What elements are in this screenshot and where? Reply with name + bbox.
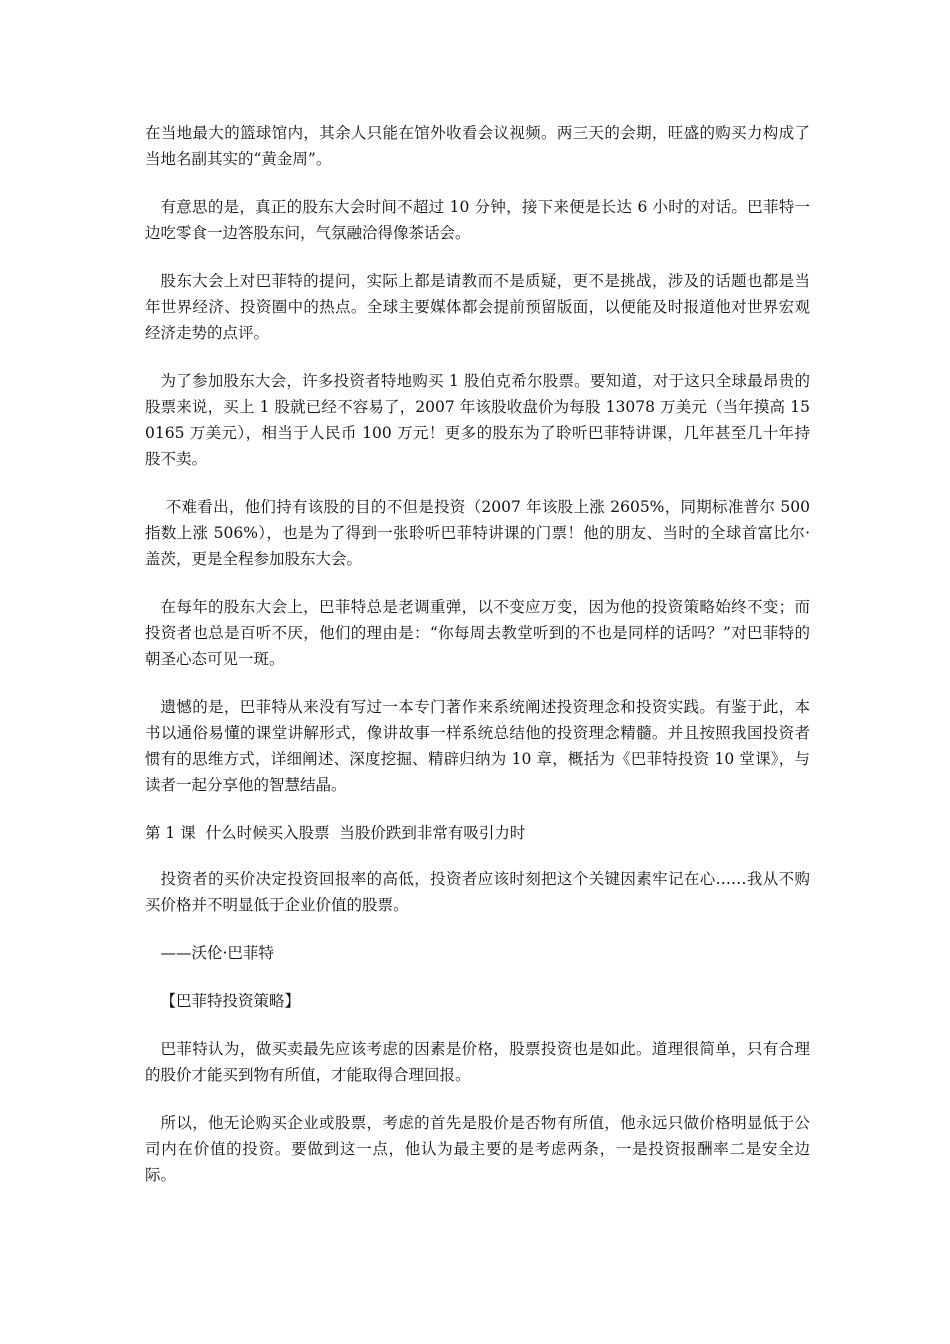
paragraph-book-intro: 遗憾的是，巴菲特从来没有写过一本专门著作来系统阐述投资理念和投资实践。有鉴于此，本书以通俗易懂的课堂讲解形式，像讲故事一样系统总结他的投资理念精髓。并且按照我国投资者惯有的思维方式，详细阐述、深度挖掘、精辟归纳为 10 章，概括为《巴菲特投资 10 堂课》，与读者一起分享他的智慧结晶。 bbox=[145, 698, 810, 794]
section-heading: 【巴菲特投资策略】 bbox=[160, 992, 301, 1010]
paragraph-ticket-purpose: 不难看出，他们持有该股的目的不但是投资（2007 年该股上涨 2605%，同期标准普尔 500 指数上涨 506%），也是为了得到一张聆听巴菲特讲课的门票！他的朋友、当时的全球首富比尔·盖茨，更是全程参加股东大会。 bbox=[145, 498, 815, 568]
paragraph-same-message: 在每年的股东大会上，巴菲特总是老调重弹，以不变应万变，因为他的投资策略始终不变；而投资者也总是百听不厌，他们的理由是：“你每周去教堂听到的不也是同样的话吗？”对巴菲特的朝圣心态可见一斑。 bbox=[145, 598, 810, 668]
document-page bbox=[145, 120, 815, 1210]
strategy-paragraph-price: 巴菲特认为，做买卖最先应该考虑的因素是价格，股票投资也是如此。道理很简单，只有合理的股价才能买到物有所值，才能取得合理回报。 bbox=[145, 1040, 810, 1084]
strategy-paragraph-value: 所以，他无论购买企业或股票，考虑的首先是股价是否物有所值，他永远只做价格明显低于公司内在价值的投资。要做到这一点，他认为最主要的是考虑两条，一是投资报酬率二是安全边际。 bbox=[145, 1114, 810, 1184]
paragraph-questions: 股东大会上对巴菲特的提问，实际上都是请教而不是质疑，更不是挑战，涉及的话题也都是当年世界经济、投资圈中的热点。全球主要媒体都会提前预留版面，以便能及时报道他对世界宏观经济走势的点评。 bbox=[145, 272, 810, 342]
paragraph-venue: 在当地最大的篮球馆内，其余人只能在馆外收看会议视频。两三天的会期，旺盛的购买力构成了当地名副其实的“黄金周”。 bbox=[145, 124, 810, 168]
paragraph-buy-one-share: 为了参加股东大会，许多投资者特地购买 1 股伯克希尔股票。要知道，对于这只全球最昂贵的股票来说，买上 1 股就已经不容易了，2007 年该股收盘价为每股 13078 万美元（当年摸高 150165 万美元），相当于人民币 100 万元！更多的股东为了聆听巴菲特讲课，几年甚至几十年持股不卖。 bbox=[145, 372, 810, 468]
quote-author: ——沃伦·巴菲特 bbox=[160, 944, 274, 962]
chapter-title: 第 1 课 什么时候买入股票 当股价跌到非常有吸引力时 bbox=[145, 824, 526, 842]
paragraph-meeting-duration: 有意思的是，真正的股东大会时间不超过 10 分钟，接下来便是长达 6 小时的对话。巴菲特一边吃零食一边答股东问，气氛融洽得像茶话会。 bbox=[145, 198, 810, 242]
quote-text: 投资者的买价决定投资回报率的高低，投资者应该时刻把这个关键因素牢记在心……我从不购买价格并不明显低于企业价值的股票。 bbox=[145, 870, 810, 914]
